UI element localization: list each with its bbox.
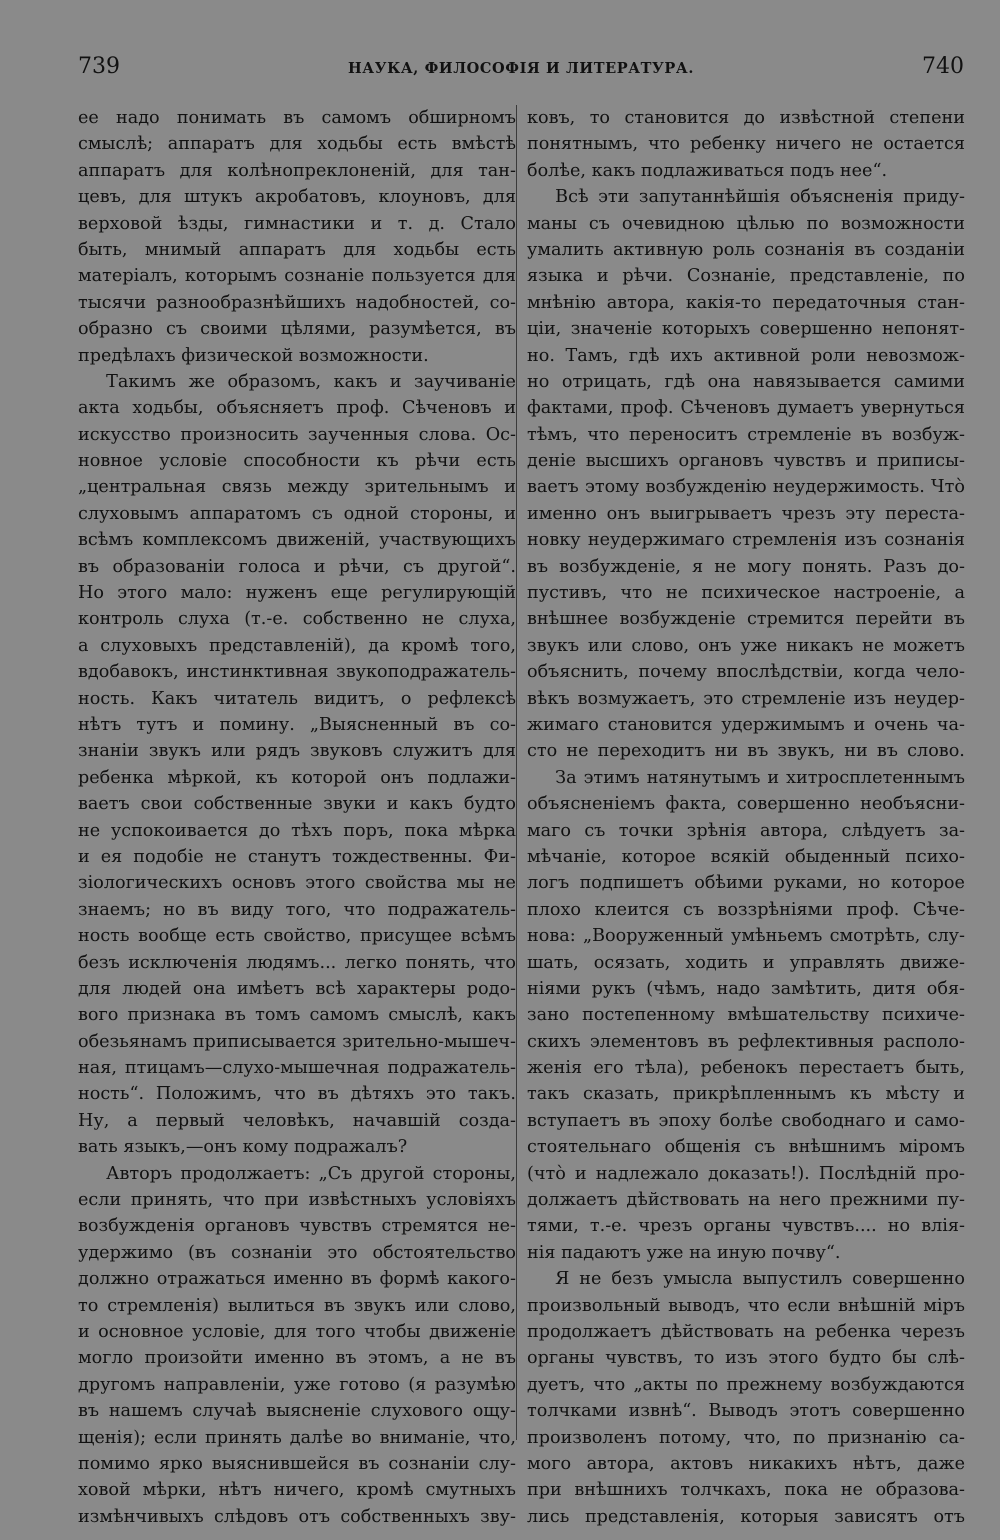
text-line: внѣшнее возбужденіе стремится перейти въ <box>527 609 965 630</box>
text-line: болѣе, какъ подлаживаться подъ нее“. <box>527 160 888 181</box>
text-line: но отрицать, гдѣ она навязывается самими <box>527 371 965 392</box>
text-column-left <box>78 105 516 1530</box>
text-line: шать, осязать, ходить и управлять движе- <box>527 952 965 973</box>
text-line: такъ сказать, прикрѣпленнымъ къ мѣсту и <box>527 1084 965 1105</box>
text-line: новное условіе способности къ рѣчи есть <box>78 451 516 472</box>
text-line: щенія); если принять далѣе во вниманіе, что, <box>78 1427 516 1448</box>
text-line: логъ подпишетъ обѣими руками, но которое <box>527 873 965 894</box>
text-line: мого автора, актовъ никакихъ нѣтъ, даже <box>527 1453 965 1474</box>
text-line: аппаратъ для колѣнопреклоненій, для тан- <box>78 160 516 181</box>
text-line: образно съ своими цѣлями, разумѣется, въ <box>78 319 516 340</box>
text-line: ніями рукъ (чѣмъ, надо замѣтить, дитя обя- <box>527 978 965 999</box>
text-line: дуетъ, что „акты по прежнему возбуждаются <box>527 1374 965 1395</box>
text-line: „центральная связь между зрительнымъ и <box>78 477 516 498</box>
text-line: ность“. Положимъ, что въ дѣтяхъ это такъ. <box>78 1084 516 1105</box>
text-line: (что̀ и надлежало доказать!). Послѣдній про- <box>527 1163 965 1184</box>
text-line: удержимо (въ сознаніи это обстоятельство <box>78 1242 516 1263</box>
text-line: произвольный выводъ, что если внѣшній міръ <box>527 1295 965 1316</box>
column-divider <box>516 105 517 1440</box>
text-line: вѣкъ возмужаетъ, это стремленіе изъ неудер- <box>527 688 965 709</box>
text-line: контроль слуха (т.-е. собственно не слуха, <box>78 609 516 630</box>
text-line: тями, т.-е. чрезъ органы чувствъ.... но влія- <box>527 1216 965 1237</box>
text-line: и ея подобіе не станутъ тождественны. Фи- <box>78 846 516 867</box>
text-line: слуховымъ аппаратомъ съ одной стороны, и <box>78 503 516 524</box>
text-line: маго съ точки зрѣнія автора, слѣдуетъ за- <box>527 820 965 841</box>
text-line: ховой мѣрки, нѣтъ ничего, кромѣ смутныхъ <box>78 1480 516 1501</box>
text-line: женія его тѣла), ребенокъ перестаетъ быть, <box>527 1058 965 1079</box>
text-line: мнѣнію автора, какія-то передаточныя стан- <box>527 292 965 313</box>
text-line: верховой ѣзды, гимнастики и т. д. Стало <box>78 213 516 234</box>
text-line: тѣмъ, что переноситъ стремленіе въ возбуж- <box>527 424 965 445</box>
text-line: языка и рѣчи. Сознаніе, представленіе, по <box>527 266 965 287</box>
text-line: для людей она имѣетъ всѣ характеры родо- <box>78 978 516 999</box>
text-line: произволенъ потому, что, по признанію са- <box>527 1427 965 1448</box>
text-line: объясненіемъ факта, совершенно необъясни- <box>527 794 965 815</box>
text-line: вступаетъ въ эпоху болѣе свободнаго и само- <box>527 1110 965 1131</box>
text-line: цевъ, для штукъ акробатовъ, клоуновъ, для <box>78 187 516 208</box>
text-line: могло произойти именно въ этомъ, а не въ <box>78 1348 516 1369</box>
text-line: зіологическихъ основъ этого свойства мы не <box>78 873 516 894</box>
text-line: предѣлахъ физической возможности. <box>78 345 429 366</box>
text-line: быть, мнимый аппаратъ для ходьбы есть <box>78 239 516 260</box>
text-line: возбужденія органовъ чувствъ стремятся не- <box>78 1216 516 1237</box>
text-line: нія падаютъ уже на иную почву“. <box>527 1242 841 1263</box>
running-title: НАУКА, ФИЛОСОФІЯ И ЛИТЕРАТУРА. <box>348 60 694 77</box>
text-line: должаетъ дѣйствовать на него прежними пу- <box>527 1190 965 1211</box>
text-line: ребенка мѣркой, къ которой онъ подлажи- <box>78 767 516 788</box>
text-line: фактами, проф. Сѣченовъ думаетъ увернуться <box>527 398 965 419</box>
text-line: скихъ элементовъ въ рефлективныя располо- <box>527 1031 965 1052</box>
text-line: плохо клеится съ воззрѣніями проф. Сѣче- <box>527 899 965 920</box>
text-line: Но этого мало: нуженъ еще регулирующій <box>78 583 516 604</box>
text-line: вдобавокъ, инстинктивная звукоподражатель- <box>78 662 516 683</box>
text-line: ее надо понимать въ самомъ обширномъ <box>78 108 516 128</box>
text-line: деніе высшихъ органовъ чувствъ и приписы- <box>527 451 965 472</box>
text-line: и основное условіе, для того чтобы движеніе <box>78 1321 516 1342</box>
text-line: въ нашемъ случаѣ выясненіе слухового ощу- <box>78 1401 516 1422</box>
page-number-right: 740 <box>922 54 964 79</box>
text-line: ваетъ свои собственные звуки и какъ будто <box>78 794 516 815</box>
text-line: понятнымъ, что ребенку ничего не остается <box>527 134 965 155</box>
text-line: мѣчаніе, которое всякій обыденный психо- <box>527 846 965 867</box>
text-line: умалить активную роль сознанія въ созданіи <box>527 239 965 260</box>
text-line: нова: „Вооруженный умѣньемъ смотрѣть, слу- <box>527 926 965 947</box>
text-line: Я не безъ умысла выпустилъ совершенно <box>555 1269 965 1290</box>
text-line: ная, птицамъ—слухо-мышечная подражатель- <box>78 1058 516 1079</box>
running-header <box>78 54 964 88</box>
text-line: ціи, значеніе которыхъ совершенно непонят- <box>527 319 965 340</box>
text-line: звукъ или слово, онъ уже никакъ не можетъ <box>527 635 965 656</box>
text-line: пустивъ, что не психическое настроеніе, а <box>527 583 965 604</box>
text-line: Авторъ продолжаетъ: „Съ другой стороны, <box>106 1163 516 1184</box>
text-line: акта ходьбы, объясняетъ проф. Сѣченовъ и <box>78 398 516 419</box>
text-line: то стремленія) вылиться въ звукъ или слово, <box>78 1295 516 1316</box>
text-line: За этимъ натянутымъ и хитросплетеннымъ <box>555 767 965 788</box>
text-line: въ образованіи голоса и рѣчи, съ другой“. <box>78 556 516 577</box>
text-line: въ возбужденіе, я не могу понять. Разъ до- <box>527 556 965 577</box>
text-line: Всѣ эти запутаннѣйшія объясненія приду- <box>555 187 965 208</box>
text-line: измѣнчивыхъ слѣдовъ отъ собственныхъ зву- <box>78 1506 516 1527</box>
text-line: сто не переходитъ ни въ звукъ, ни въ слово. <box>527 741 965 762</box>
text-line: при внѣшнихъ толчкахъ, пока не образова- <box>527 1480 965 1501</box>
text-line: другомъ направленіи, уже готово (я разумѣю <box>78 1374 516 1395</box>
text-line: органы чувствъ, то изъ этого будто бы слѣ- <box>527 1348 965 1369</box>
text-line: именно онъ выигрываетъ чрезъ эту переста- <box>527 503 965 524</box>
text-line: безъ исключенія людямъ... легко понять, что <box>78 952 516 973</box>
text-line: Такимъ же образомъ, какъ и заучиваніе <box>106 371 516 392</box>
page-number-left: 739 <box>78 54 120 79</box>
text-line: ваетъ этому возбужденію неудержимость. Что̀ <box>527 477 965 498</box>
text-line: ность. Какъ читатель видитъ, о рефлексѣ <box>78 688 516 709</box>
text-line: смыслѣ; аппаратъ для ходьбы есть вмѣстѣ <box>78 134 516 155</box>
text-line: обезьянамъ приписывается зрительно-мышеч- <box>78 1031 516 1052</box>
text-line: объяснить, почему впослѣдствіи, когда чело- <box>527 662 965 683</box>
text-line: всѣмъ комплексомъ движеній, участвующихъ <box>78 530 516 551</box>
text-line: Ну, а первый человѣкъ, начавшій созда- <box>78 1110 516 1131</box>
text-line: толчками извнѣ“. Выводъ этотъ совершенно <box>527 1401 965 1422</box>
text-line: если принять, что при извѣстныхъ условіяхъ <box>78 1190 516 1211</box>
text-line: матеріалъ, которымъ сознаніе пользуется для <box>78 266 516 287</box>
text-line: но. Тамъ, гдѣ ихъ активной роли невозмож- <box>527 345 965 366</box>
text-line: должно отражаться именно въ формѣ какого- <box>78 1269 516 1290</box>
text-line: нѣтъ тутъ и помину. „Выясненный въ со- <box>78 714 516 735</box>
text-line: знаніи звукъ или рядъ звуковъ служитъ для <box>78 741 516 762</box>
text-line: лись представленія, которыя зависятъ отъ <box>527 1506 965 1527</box>
text-line: тысячи разнообразнѣйшихъ надобностей, со- <box>78 292 516 313</box>
text-line: маны съ очевидною цѣлью по возможности <box>527 213 965 234</box>
text-line: а слуховыхъ представленій), да кромѣ того, <box>78 635 516 656</box>
text-line: стоятельнаго общенія съ внѣшнимъ міромъ <box>527 1137 965 1158</box>
text-column-right <box>527 105 965 1530</box>
text-line: вого признака въ томъ самомъ смыслѣ, какъ <box>78 1005 516 1026</box>
text-line: знаемъ; но въ виду того, что подражатель- <box>78 899 516 920</box>
text-line: продолжаетъ дѣйствовать на ребенка черезъ <box>527 1321 965 1342</box>
text-line: зано постепенному вмѣшательству психиче- <box>527 1005 965 1026</box>
text-line: помимо ярко выяснившейся въ сознаніи слу- <box>78 1453 516 1474</box>
text-line: не успокоивается до тѣхъ поръ, пока мѣрка <box>78 820 516 841</box>
text-line: новку неудержимаго стремленія изъ сознанія <box>527 530 965 551</box>
text-line: ность вообще есть свойство, присущее всѣмъ <box>78 926 516 947</box>
text-line: вать языкъ,—онъ кому подражалъ? <box>78 1137 408 1158</box>
text-line: искусство произносить заученныя слова. Ос- <box>78 424 516 445</box>
text-line: ковъ, то становится до извѣстной степени <box>527 108 965 128</box>
text-line: жимаго становится удержимымъ и очень ча- <box>527 714 965 735</box>
